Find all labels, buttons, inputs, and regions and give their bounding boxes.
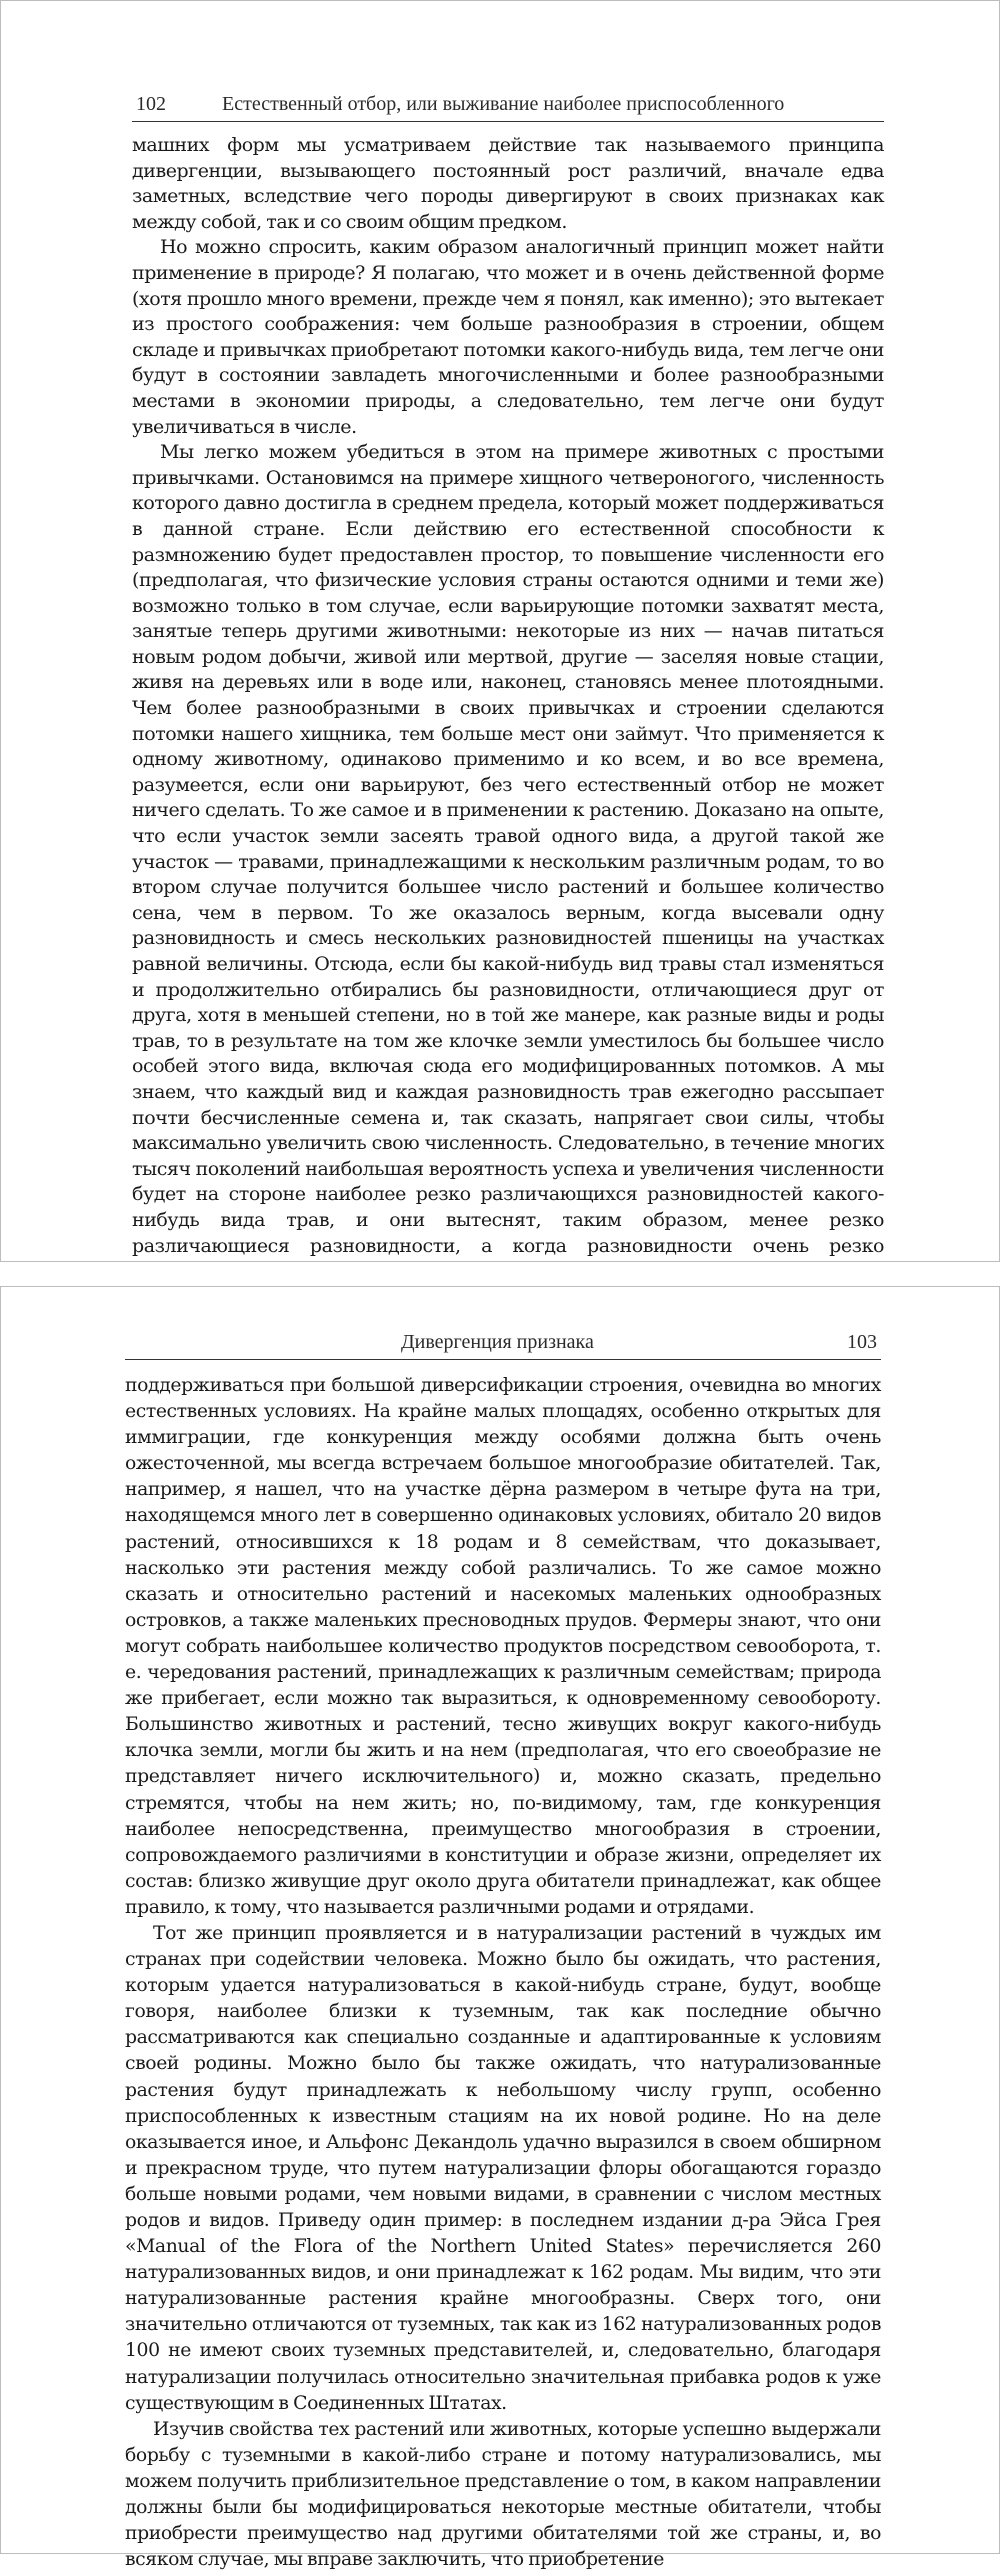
running-header — [132, 91, 884, 122]
running-header — [125, 1329, 881, 1360]
book-page-102 — [0, 0, 1000, 1262]
page-body — [132, 133, 884, 1310]
paragraph: машних форм мы усматриваем действие так называемого принципа дивергенции, вызывающего постоянный рост различий, вначале едва заметных, вследствие чего породы дивергируют в своих признаках как между собой, так и со своим общим предком. — [132, 134, 884, 233]
running-title: Естественный отбор, или выживание наиболее приспособленного — [222, 93, 785, 115]
paragraph: Изучив свойства тех растений или животных, которые успешно выдержали борьбу с туземными в какой-либо стране и потому натурализовались, мы можем получить приблизительное представление о том, в каком направлении должны были бы модифицироваться некоторые местные обитатели, чтобы приобрести преимущество над другими обитателями той же страны, и, во всяком случае, мы вправе заключить, что приобретение — [125, 2418, 881, 2571]
page-gap — [0, 1262, 1002, 1286]
page-body — [125, 1373, 881, 2573]
paragraph: Мы легко можем убедиться в этом на примере животных с простыми привычками. Остановимся на примере хищного четвероногого, численность которого давно достигла в среднем предела, который может поддерживаться в данной стране. Если действию его естественной способности к размножению будет предоставлен простор, то повышение численности его (предполагая, что физические условия страны остаются одними и теми же) возможно только в том случае, если варьирующие потомки захватят места, занятые теперь другими животными: некоторые из них — начав питаться новым родом добычи, живой или мертвой, другие — заселяя новые стации, живя на деревьях или в воде или, наконец, становясь менее плотоядными. Чем более разнообразными в своих привычках и строении сделаются потомки нашего хищника, тем больше мест они займут. Что применяется к одному животному, одинаково применимо и ко всем, и во все времена, разумеется, если они варьируют, без чего естественный отбор не может ничего сделать. То же самое и в применении к растению. Доказано на опыте, что если участок земли засеять травой одного вида, а другой такой же участок — травами, принадлежащими к нескольким различным родам, то во втором случае получится большее число растений и большее количество сена, чем в первом. То же оказалось верным, когда высевали одну разновидность и смесь нескольких разновидностей пшеницы на участках равной величины. Отсюда, если бы какой-нибудь вид травы стал изменяться и продолжительно отбирались бы разновидности, отличающиеся друг от друга, хотя в меньшей степени, но в той же манере, как разные виды и роды трав, то в результате на том же клочке земли уместилось бы большее число особей этого вида, включая сюда его модифицированных потомков. А мы знаем, что каждый вид и каждая разновидность трав ежегодно рассыпает почти бесчисленные семена и, так сказать, напрягает свои силы, чтобы максимально увеличить свою численность. Следовательно, в течение многих тысяч поколений наибольшая вероятность успеха и увеличения численности будет на стороне наиболее резко различающихся разновидностей какого-нибудь вида трав, и они вытеснят, таким образом, менее резко различающиеся разновидности, а когда разновидности очень резко — [132, 441, 884, 1257]
page-number: 102 — [136, 93, 166, 115]
page-number: 103 — [847, 1331, 877, 1353]
paragraph: Но можно спросить, каким образом аналогичный принцип может найти применение в природе? Я полагаю, что может и в очень действенной форме (хотя прошло много времени, прежде чем я понял, как именно); это вытекает из простого соображения: чем больше разнообразия в строении, общем складе и привычках приобретают потомки какого-нибудь вида, тем легче они будут в состоянии завладеть многочисленными и более разнообразными местами в экономии природы, а следовательно, тем легче они будут увеличиваться в числе. — [132, 236, 884, 438]
paragraph: Тот же принцип проявляется и в натурализации растений в чуждых им странах при содействии человека. Можно было бы ожидать, что растения, которым удается натурализоваться в какой-нибудь стране, будут, вообще говоря, наиболее близки к туземным, так как последние обычно рассматриваются как специально созданные и адаптированные к условиям своей родины. Можно было бы также ожидать, что натурализованные растения будут принадлежать к небольшому числу групп, особенно приспособленных к известным стациям на их новой родине. Но на деле оказывается иное, и Альфонс Декандоль удачно выразился в своем обширном и прекрасном труде, что путем натурализации флоры обогащаются гораздо больше новыми родами, чем новыми видами, в сравнении с числом местных родов и видов. Приведу один пример: в последнем издании д-ра Эйса Грея «Manual of the Flora of the Northern United States» перечисляется 260 натурализованных видов, и они принадлежат к 162 родам. Мы видим, что эти натурализованные растения крайне многообразны. Сверх того, они значительно отличаются от туземных, так как из 162 натурализованных родов 100 не имеют своих туземных представителей, и, следовательно, благодаря натурализации получилась относительно значительная прибавка родов к уже существующим в Соединенных Штатах. — [125, 1922, 881, 2414]
book-page-103 — [0, 1286, 1000, 2571]
paragraph: поддерживаться при большой диверсификации строения, очевидна во многих естественных условиях. На крайне малых площадях, особенно открытых для иммиграции, где конкуренция между особями должна быть очень ожесточенной, мы всегда встречаем большое многообразие обитателей. Так, например, я нашел, что на участке дёрна размером в четыре фута на три, находящемся много лет в совершенно одинаковых условиях, обитало 20 видов растений, относившихся к 18 родам и 8 семействам, что доказывает, насколько эти растения между собой различались. То же самое можно сказать и относительно растений и насекомых маленьких однообразных островков, а также маленьких пресноводных прудов. Фермеры знают, что они могут собрать наибольшее количество продуктов посредством севооборота, т. е. чередования растений, принадлежащих к различным семействам; природа же прибегает, если можно так выразиться, к одновременному севообороту. Большинство животных и растений, тесно живущих вокруг какого-нибудь клочка земли, могли бы жить и на нем (предполагая, что его своеобразие не представляет ничего исключительного) и, можно сказать, предельно стремятся, чтобы на нем жить; но, по-видимому, там, где конкуренция наиболее непосредственна, преимущество многообразия в строении, сопровождаемого различиями в конституции и образе жизни, определяет их состав: близко живущие друг около друга обитатели принадлежат, как общее правило, к тому, что называется различными родами и отрядами. — [125, 1375, 881, 1918]
running-title: Дивергенция признака — [401, 1331, 594, 1353]
